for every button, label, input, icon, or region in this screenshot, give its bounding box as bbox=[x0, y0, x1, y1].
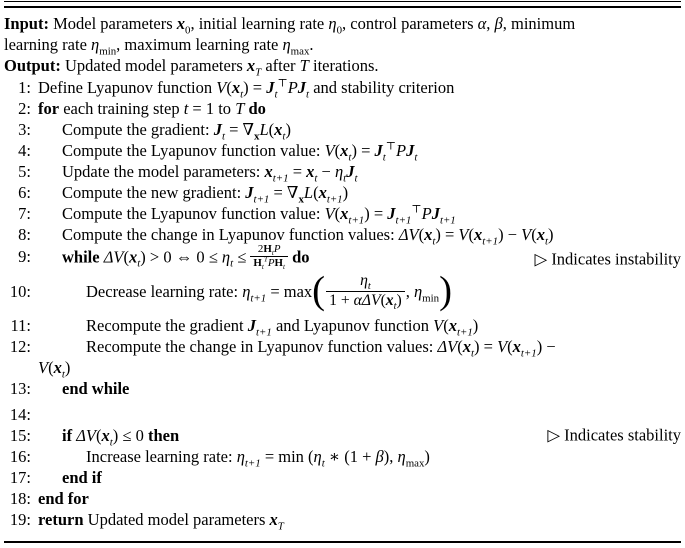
algorithm-body bbox=[4, 76, 681, 533]
algo-line bbox=[4, 119, 681, 143]
algo-line bbox=[4, 203, 681, 227]
fraction: $\frac{\eta_t}{1 + \alpha\Delta V(x_t)}$ bbox=[326, 272, 405, 311]
algo-line bbox=[4, 446, 681, 470]
line-number: 11: bbox=[10, 315, 31, 335]
line-content: Compute the new gradient: $J_{t+1} = \nabla_xL(x_{t+1})$ bbox=[62, 183, 349, 206]
line-content: Increase learning rate: $\eta_{t+1} = \min (\eta_t$ ∗ (1 + β), $\eta_{max}$) bbox=[86, 446, 430, 470]
algo-line bbox=[4, 98, 681, 119]
algo-line bbox=[4, 399, 681, 425]
line-number: 5: bbox=[18, 162, 31, 181]
algorithm-output: Output: Updated model parameters $x_T$ after T iterations. bbox=[4, 56, 379, 79]
line-number: 7: bbox=[18, 204, 31, 223]
line-number: 8: bbox=[18, 225, 31, 244]
line-number: 10: bbox=[9, 282, 31, 302]
line-number: 16: bbox=[9, 446, 31, 466]
line-content: end if bbox=[62, 467, 102, 487]
line-content: Compute the Lyapunov function value: $V(x_{t+1}) = J_{t+1}^⊤PJ_{t+1}$ bbox=[62, 203, 456, 227]
line-content: return Updated model parameters $x_T$ bbox=[38, 509, 284, 533]
line-number: 15: bbox=[9, 425, 31, 445]
line-content: Compute the Lyapunov function value: $V(x_t) = J_t^⊤PJ_t$ bbox=[62, 140, 418, 164]
line-content: Define Lyapunov function $V(x_t) = J_t^⊤PJ_t$ and stability criterion bbox=[38, 77, 455, 101]
line-number: 9: bbox=[18, 247, 31, 267]
line-content: while $\Delta V(x_t) > 0$ ⇔ $0 \le \eta_t$ ≤ $\frac{2H_tP}{H_t^TPH_t}$ do bbox=[62, 243, 310, 272]
algo-line bbox=[4, 467, 681, 488]
algo-line bbox=[4, 268, 681, 315]
algo-line bbox=[4, 425, 681, 449]
algo-line bbox=[4, 161, 681, 185]
line-number: 2: bbox=[18, 99, 31, 118]
line-number: 4: bbox=[18, 141, 31, 160]
line-number: 14: bbox=[9, 404, 31, 424]
line-content: end while bbox=[62, 378, 130, 398]
line-content: if $\Delta V(x_t) \le 0$ then bbox=[62, 425, 180, 449]
line-content: Compute the change in Lyapunov function values: $\Delta V(x_t) = V(x_{t+1}) - V(x_t)$ bbox=[62, 225, 554, 248]
algo-line bbox=[4, 140, 681, 164]
bottom-rule bbox=[4, 541, 681, 543]
algo-line bbox=[4, 488, 681, 509]
algorithm-input: Input: Model parameters $x_0$, initial learning rate $\eta_0$, control parameters α, β, minimum learning rate $\eta_{min}$, maximum learning rate $\eta_{max}$. bbox=[4, 14, 576, 58]
fraction: $\frac{2H_tP}{H_t^TPH_t}$ bbox=[250, 243, 288, 270]
line-number: 19: bbox=[9, 509, 31, 529]
line-content: Decrease learning rate: $\eta_{t+1} = \max$( $\frac{\eta_t}{1 + \alpha\Delta V(x_t)}$ , $\eta_{min}$) bbox=[86, 268, 452, 313]
algo-line bbox=[4, 245, 681, 272]
line-number: 1: bbox=[18, 78, 31, 97]
line-comment: ▷ Indicates stability bbox=[547, 425, 681, 445]
line-content: for each training step t = 1 to T do bbox=[38, 99, 266, 118]
line-content: Recompute the change in Lyapunov function values: $\Delta V(x_t) = V(x_{t+1})$ − $V(x_t)$ bbox=[38, 336, 556, 381]
algo-line bbox=[4, 509, 681, 533]
line-comment: ▷ Indicates instability bbox=[534, 249, 681, 269]
line-number: 6: bbox=[18, 183, 31, 202]
line-content: Update the model parameters: $x_{t+1} = x_t - \eta_tJ_t$ bbox=[62, 162, 358, 185]
line-number: 18: bbox=[9, 488, 31, 508]
top-rule-thin bbox=[4, 1, 681, 2]
algo-line bbox=[4, 336, 681, 381]
line-content bbox=[38, 399, 681, 420]
algorithm-header bbox=[4, 8, 681, 79]
line-number: 12: bbox=[9, 336, 31, 356]
line-number: 17: bbox=[9, 467, 31, 487]
algo-line bbox=[4, 77, 681, 101]
algo-line bbox=[4, 378, 681, 399]
algo-line bbox=[4, 315, 681, 339]
line-number: 13: bbox=[9, 378, 31, 398]
line-content: Compute the gradient: $J_t = \nabla_xL(x_t)$ bbox=[62, 120, 291, 143]
line-content: end for bbox=[38, 488, 89, 508]
line-number: 3: bbox=[18, 120, 31, 139]
algo-line bbox=[4, 224, 681, 248]
algo-line bbox=[4, 182, 681, 206]
line-content: Recompute the gradient $J_{t+1}$ and Lyapunov function $V(x_{t+1})$ bbox=[86, 315, 479, 339]
